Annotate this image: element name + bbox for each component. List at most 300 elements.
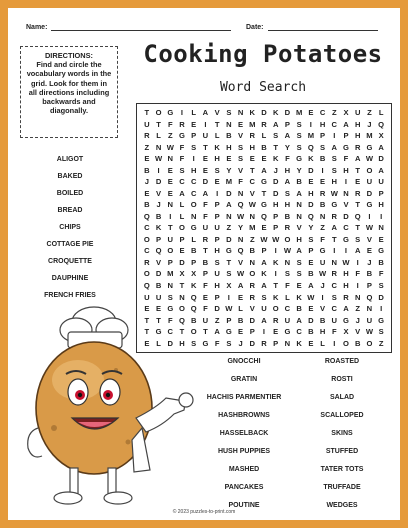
grid-letter[interactable]: Q [237, 246, 244, 256]
grid-letter[interactable]: C [249, 177, 256, 187]
grid-letter[interactable]: S [296, 269, 302, 279]
grid-letter[interactable]: A [354, 246, 361, 256]
grid-letter[interactable]: E [296, 280, 302, 290]
grid-letter[interactable]: R [319, 188, 326, 198]
name-field[interactable] [51, 22, 231, 31]
grid-letter[interactable]: Y [284, 142, 290, 152]
grid-letter[interactable]: L [191, 234, 197, 244]
grid-letter[interactable]: N [167, 154, 174, 164]
grid-letter[interactable]: V [355, 327, 361, 337]
grid-letter[interactable]: V [156, 188, 162, 198]
grid-letter[interactable]: O [366, 165, 373, 175]
grid-letter[interactable]: A [214, 327, 220, 337]
grid-letter[interactable]: K [214, 142, 220, 152]
grid-letter[interactable]: D [167, 338, 174, 348]
grid-letter[interactable]: H [272, 200, 279, 210]
grid-letter[interactable]: R [331, 269, 338, 279]
grid-letter[interactable]: O [272, 304, 279, 314]
grid-letter[interactable]: N [237, 108, 244, 117]
grid-letter[interactable]: A [202, 108, 209, 117]
grid-letter[interactable]: E [261, 154, 267, 164]
grid-letter[interactable]: A [331, 223, 338, 233]
grid-letter[interactable]: S [191, 338, 197, 348]
grid-letter[interactable]: O [179, 304, 185, 314]
grid-letter[interactable]: D [284, 108, 291, 117]
grid-letter[interactable]: S [261, 292, 267, 302]
grid-letter[interactable]: Z [367, 108, 372, 117]
grid-letter[interactable]: S [378, 327, 384, 337]
grid-letter[interactable]: A [354, 154, 361, 164]
grid-letter[interactable]: J [144, 177, 149, 187]
grid-letter[interactable]: T [144, 315, 150, 325]
grid-letter[interactable]: U [214, 223, 220, 233]
grid-letter[interactable]: Q [307, 211, 314, 221]
grid-letter[interactable]: P [320, 131, 326, 141]
grid-letter[interactable]: O [249, 269, 256, 279]
grid-letter[interactable]: U [202, 131, 209, 141]
grid-letter[interactable]: H [319, 119, 326, 129]
grid-letter[interactable]: H [179, 338, 185, 348]
grid-letter[interactable]: W [225, 304, 233, 314]
grid-letter[interactable]: E [355, 177, 361, 187]
grid-letter[interactable]: Q [190, 292, 197, 302]
grid-letter[interactable]: G [190, 223, 197, 233]
grid-letter[interactable]: P [273, 211, 279, 221]
grid-letter[interactable]: W [342, 257, 350, 267]
grid-letter[interactable]: P [191, 131, 197, 141]
grid-letter[interactable]: M [307, 131, 315, 141]
grid-letter[interactable]: A [284, 177, 291, 187]
grid-letter[interactable]: W [236, 211, 245, 221]
grid-letter[interactable]: S [284, 269, 290, 279]
grid-letter[interactable]: Z [214, 315, 220, 325]
grid-letter[interactable]: G [331, 200, 338, 210]
grid-letter[interactable]: T [179, 280, 185, 290]
grid-letter[interactable]: I [227, 292, 230, 302]
grid-letter[interactable]: F [285, 280, 290, 290]
grid-letter[interactable]: J [367, 257, 372, 267]
grid-letter[interactable]: J [156, 200, 161, 210]
grid-letter[interactable]: G [366, 142, 373, 152]
grid-letter[interactable]: H [343, 165, 349, 175]
grid-letter[interactable]: Q [354, 211, 361, 221]
grid-letter[interactable]: P [366, 280, 372, 290]
grid-letter[interactable]: D [249, 315, 256, 325]
grid-letter[interactable]: T [156, 119, 161, 129]
grid-letter[interactable]: N [354, 292, 361, 302]
grid-letter[interactable]: Z [144, 142, 150, 152]
grid-letter[interactable]: N [226, 211, 232, 221]
grid-letter[interactable]: T [214, 119, 220, 129]
grid-letter[interactable]: V [238, 131, 244, 141]
grid-letter[interactable]: A [179, 188, 185, 198]
grid-letter[interactable]: A [296, 188, 302, 198]
grid-letter[interactable]: I [333, 246, 336, 256]
grid-letter[interactable]: F [378, 269, 384, 279]
grid-letter[interactable]: P [343, 131, 349, 141]
grid-letter[interactable]: E [308, 108, 314, 117]
grid-letter[interactable]: E [202, 154, 208, 164]
grid-letter[interactable]: D [308, 165, 314, 175]
grid-letter[interactable]: F [238, 177, 243, 187]
grid-letter[interactable]: O [143, 234, 150, 244]
grid-letter[interactable]: P [167, 257, 173, 267]
grid-letter[interactable]: E [308, 177, 314, 187]
grid-letter[interactable]: S [214, 257, 220, 267]
grid-letter[interactable]: B [378, 257, 384, 267]
grid-letter[interactable]: I [274, 269, 277, 279]
grid-letter[interactable]: P [179, 234, 185, 244]
grid-letter[interactable]: Z [249, 234, 255, 244]
grid-letter[interactable]: A [343, 304, 349, 314]
grid-letter[interactable]: N [237, 234, 244, 244]
grid-letter[interactable]: A [378, 142, 384, 152]
grid-letter[interactable]: I [309, 119, 312, 129]
grid-letter[interactable]: S [296, 131, 302, 141]
grid-letter[interactable]: C [144, 223, 150, 233]
grid-letter[interactable]: N [296, 211, 302, 221]
grid-letter[interactable]: Y [296, 165, 302, 175]
grid-letter[interactable]: H [308, 188, 314, 198]
grid-letter[interactable]: B [284, 211, 291, 221]
grid-letter[interactable]: B [226, 131, 232, 141]
grid-letter[interactable]: G [155, 327, 162, 337]
grid-letter[interactable]: H [226, 142, 232, 152]
grid-letter[interactable]: E [202, 165, 208, 175]
grid-letter[interactable]: B [354, 338, 361, 348]
grid-letter[interactable]: F [320, 234, 325, 244]
grid-letter[interactable]: G [378, 315, 385, 325]
grid-letter[interactable]: D [308, 200, 314, 210]
grid-letter[interactable]: W [365, 223, 373, 233]
grid-letter[interactable]: N [343, 188, 349, 198]
grid-letter[interactable]: F [343, 154, 349, 164]
grid-letter[interactable]: W [154, 154, 163, 164]
grid-letter[interactable]: U [354, 108, 361, 117]
grid-letter[interactable]: B [319, 154, 326, 164]
grid-letter[interactable]: E [320, 177, 326, 187]
grid-letter[interactable]: P [273, 338, 279, 348]
grid-letter[interactable]: K [272, 108, 279, 117]
grid-letter[interactable]: Z [355, 304, 361, 314]
grid-letter[interactable]: Q [143, 211, 150, 221]
grid-letter[interactable]: Q [179, 315, 185, 325]
grid-letter[interactable]: M [167, 269, 174, 279]
grid-letter[interactable]: L [156, 338, 161, 348]
grid-letter[interactable]: D [378, 292, 384, 302]
grid-letter[interactable]: C [179, 177, 185, 187]
grid-letter[interactable]: B [308, 269, 314, 279]
grid-letter[interactable]: F [331, 327, 337, 337]
grid-letter[interactable]: E [308, 304, 314, 314]
grid-letter[interactable]: B [155, 211, 162, 221]
grid-letter[interactable]: I [321, 165, 324, 175]
grid-letter[interactable]: P [284, 119, 290, 129]
grid-letter[interactable]: K [155, 223, 162, 233]
grid-letter[interactable]: R [144, 257, 150, 267]
grid-letter[interactable]: E [366, 246, 372, 256]
grid-letter[interactable]: U [155, 292, 162, 302]
grid-letter[interactable]: H [284, 165, 291, 175]
grid-letter[interactable]: I [169, 211, 172, 221]
grid-letter[interactable]: P [261, 246, 267, 256]
grid-letter[interactable]: D [179, 257, 185, 267]
grid-letter[interactable]: W [272, 234, 280, 244]
grid-letter[interactable]: I [321, 292, 324, 302]
grid-letter[interactable]: T [179, 327, 185, 337]
grid-letter[interactable]: H [331, 177, 338, 187]
grid-letter[interactable]: A [261, 165, 267, 175]
grid-letter[interactable]: H [214, 280, 220, 290]
grid-letter[interactable]: U [144, 119, 150, 129]
grid-letter[interactable]: F [167, 315, 173, 325]
grid-letter[interactable]: U [366, 177, 373, 187]
grid-letter[interactable]: E [167, 177, 173, 187]
grid-letter[interactable]: E [144, 188, 150, 198]
grid-letter[interactable]: T [249, 165, 255, 175]
grid-letter[interactable]: B [249, 246, 256, 256]
grid-letter[interactable]: K [296, 338, 302, 348]
grid-letter[interactable]: L [378, 108, 384, 117]
grid-letter[interactable]: X [343, 108, 349, 117]
grid-letter[interactable]: Z [331, 108, 337, 117]
grid-letter[interactable]: R [249, 131, 256, 141]
grid-letter[interactable]: V [296, 223, 302, 233]
grid-letter[interactable]: U [366, 315, 373, 325]
grid-letter[interactable]: E [308, 338, 314, 348]
grid-letter[interactable]: I [344, 177, 348, 187]
grid-letter[interactable]: S [167, 292, 173, 302]
grid-letter[interactable]: G [378, 246, 385, 256]
grid-letter[interactable]: R [261, 119, 267, 129]
grid-letter[interactable]: N [179, 292, 185, 302]
grid-letter[interactable]: K [308, 154, 314, 164]
grid-letter[interactable]: I [274, 246, 277, 256]
grid-letter[interactable]: J [238, 338, 243, 348]
grid-letter[interactable]: I [368, 211, 371, 221]
grid-letter[interactable]: J [273, 165, 278, 175]
grid-letter[interactable]: D [226, 234, 232, 244]
grid-letter[interactable]: J [320, 280, 325, 290]
grid-letter[interactable]: O [366, 338, 373, 348]
grid-letter[interactable]: A [226, 200, 232, 210]
grid-letter[interactable]: R [284, 223, 291, 233]
grid-letter[interactable]: U [378, 177, 384, 187]
grid-letter[interactable]: W [283, 246, 291, 256]
grid-letter[interactable]: P [308, 246, 314, 256]
grid-letter[interactable]: B [296, 177, 302, 187]
grid-letter[interactable]: C [144, 246, 150, 256]
grid-letter[interactable]: O [167, 246, 174, 256]
grid-letter[interactable]: R [261, 338, 267, 348]
grid-letter[interactable]: E [167, 188, 173, 198]
grid-letter[interactable]: F [203, 211, 208, 221]
grid-letter[interactable]: N [249, 257, 256, 267]
grid-letter[interactable]: D [272, 188, 279, 198]
grid-letter[interactable]: E [202, 292, 208, 302]
grid-letter[interactable]: T [203, 246, 208, 256]
grid-letter[interactable]: T [203, 327, 208, 337]
grid-letter[interactable]: U [214, 269, 220, 279]
grid-letter[interactable]: L [191, 108, 197, 117]
grid-letter[interactable]: A [261, 257, 267, 267]
grid-letter[interactable]: N [167, 280, 174, 290]
grid-letter[interactable]: G [296, 154, 303, 164]
grid-letter[interactable]: A [237, 280, 244, 290]
grid-letter[interactable]: O [143, 269, 150, 279]
grid-letter[interactable]: L [179, 200, 185, 210]
grid-letter[interactable]: O [155, 108, 162, 117]
grid-letter[interactable]: M [249, 119, 256, 129]
grid-letter[interactable]: D [308, 315, 314, 325]
grid-letter[interactable]: I [157, 165, 160, 175]
grid-letter[interactable]: G [284, 327, 291, 337]
grid-letter[interactable]: P [273, 223, 279, 233]
grid-letter[interactable]: H [249, 142, 256, 152]
grid-letter[interactable]: S [226, 338, 232, 348]
grid-letter[interactable]: L [285, 292, 290, 302]
grid-letter[interactable]: P [214, 211, 220, 221]
grid-letter[interactable]: E [249, 154, 255, 164]
grid-letter[interactable]: I [192, 154, 195, 164]
grid-letter[interactable]: W [260, 234, 268, 244]
grid-letter[interactable]: A [331, 142, 338, 152]
grid-letter[interactable]: C [296, 327, 302, 337]
grid-letter[interactable]: N [296, 200, 302, 210]
grid-letter[interactable]: O [179, 223, 185, 233]
grid-letter[interactable]: S [191, 142, 197, 152]
grid-letter[interactable]: B [237, 315, 244, 325]
grid-letter[interactable]: F [203, 280, 208, 290]
grid-letter[interactable]: X [191, 269, 197, 279]
grid-letter[interactable]: D [155, 177, 162, 187]
grid-letter[interactable]: H [190, 165, 197, 175]
grid-letter[interactable]: P [214, 292, 220, 302]
grid-letter[interactable]: D [261, 108, 267, 117]
grid-letter[interactable]: S [296, 119, 302, 129]
grid-letter[interactable]: V [238, 165, 244, 175]
grid-letter[interactable]: G [343, 234, 349, 244]
grid-letter[interactable]: A [272, 119, 279, 129]
grid-letter[interactable]: V [343, 200, 349, 210]
grid-letter[interactable]: Q [143, 280, 150, 290]
grid-letter[interactable]: I [356, 280, 359, 290]
grid-letter[interactable]: L [320, 338, 325, 348]
grid-letter[interactable]: D [155, 269, 162, 279]
grid-letter[interactable]: R [144, 131, 150, 141]
grid-letter[interactable]: R [202, 234, 209, 244]
grid-letter[interactable]: Q [366, 292, 373, 302]
grid-letter[interactable]: K [190, 280, 197, 290]
grid-letter[interactable]: E [238, 327, 244, 337]
grid-letter[interactable]: I [356, 257, 359, 267]
grid-letter[interactable]: H [378, 200, 384, 210]
grid-letter[interactable]: S [331, 154, 337, 164]
grid-letter[interactable]: G [167, 304, 174, 314]
grid-letter[interactable]: V [249, 188, 255, 198]
grid-letter[interactable]: A [261, 315, 267, 325]
grid-letter[interactable]: E [273, 327, 279, 337]
grid-letter[interactable]: F [167, 119, 173, 129]
grid-letter[interactable]: F [179, 142, 185, 152]
grid-letter[interactable]: F [285, 154, 290, 164]
grid-letter[interactable]: H [296, 234, 302, 244]
grid-letter[interactable]: I [262, 327, 266, 337]
grid-letter[interactable]: D [343, 211, 349, 221]
grid-letter[interactable]: H [343, 269, 349, 279]
grid-letter[interactable]: N [378, 223, 384, 233]
grid-letter[interactable]: B [190, 246, 197, 256]
grid-letter[interactable]: S [308, 234, 314, 244]
grid-letter[interactable]: T [355, 200, 361, 210]
grid-letter[interactable]: M [225, 177, 233, 187]
grid-letter[interactable]: C [331, 119, 338, 129]
grid-letter[interactable]: N [167, 200, 174, 210]
grid-letter[interactable]: K [249, 108, 256, 117]
grid-letter[interactable]: X [179, 269, 185, 279]
grid-letter[interactable]: C [167, 327, 174, 337]
grid-letter[interactable]: G [343, 142, 349, 152]
grid-letter[interactable]: N [284, 257, 291, 267]
grid-letter[interactable]: R [343, 292, 349, 302]
grid-letter[interactable]: P [156, 234, 162, 244]
grid-letter[interactable]: W [307, 292, 315, 302]
grid-letter[interactable]: S [296, 257, 302, 267]
grid-letter[interactable]: C [190, 177, 197, 187]
grid-letter[interactable]: N [284, 338, 291, 348]
grid-letter[interactable]: N [237, 188, 244, 198]
grid-letter[interactable]: S [296, 142, 302, 152]
grid-letter[interactable]: B [261, 142, 267, 152]
grid-letter[interactable]: N [366, 304, 373, 314]
grid-letter[interactable]: R [249, 280, 256, 290]
grid-letter[interactable]: A [296, 315, 302, 325]
grid-letter[interactable]: Z [167, 131, 173, 141]
grid-letter[interactable]: B [144, 165, 150, 175]
grid-letter[interactable]: L [156, 131, 161, 141]
date-field[interactable] [268, 22, 378, 31]
grid-letter[interactable]: K [296, 292, 302, 302]
grid-letter[interactable]: A [343, 119, 349, 129]
grid-letter[interactable]: I [380, 304, 383, 314]
grid-letter[interactable]: L [261, 131, 267, 141]
grid-letter[interactable]: U [167, 234, 174, 244]
grid-letter[interactable]: X [343, 327, 349, 337]
grid-letter[interactable]: T [355, 165, 361, 175]
grid-letter[interactable]: R [354, 188, 361, 198]
grid-letter[interactable]: T [331, 234, 337, 244]
grid-letter[interactable]: W [330, 188, 338, 198]
grid-letter[interactable]: U [144, 292, 150, 302]
grid-letter[interactable]: D [214, 304, 220, 314]
grid-letter[interactable]: E [226, 154, 232, 164]
grid-letter[interactable]: V [238, 257, 244, 267]
grid-letter[interactable]: M [366, 131, 373, 141]
grid-letter[interactable]: E [238, 119, 244, 129]
grid-letter[interactable]: E [214, 177, 220, 187]
grid-letter[interactable]: H [354, 119, 361, 129]
grid-letter[interactable]: K [272, 257, 279, 267]
grid-letter[interactable]: G [366, 200, 373, 210]
grid-letter[interactable]: V [156, 257, 162, 267]
grid-letter[interactable]: O [343, 338, 349, 348]
grid-letter[interactable]: M [295, 108, 303, 117]
grid-letter[interactable]: W [248, 200, 256, 210]
grid-letter[interactable]: H [319, 327, 326, 337]
grid-letter[interactable]: E [378, 234, 384, 244]
grid-letter[interactable]: S [238, 154, 244, 164]
grid-letter[interactable]: H [214, 154, 220, 164]
